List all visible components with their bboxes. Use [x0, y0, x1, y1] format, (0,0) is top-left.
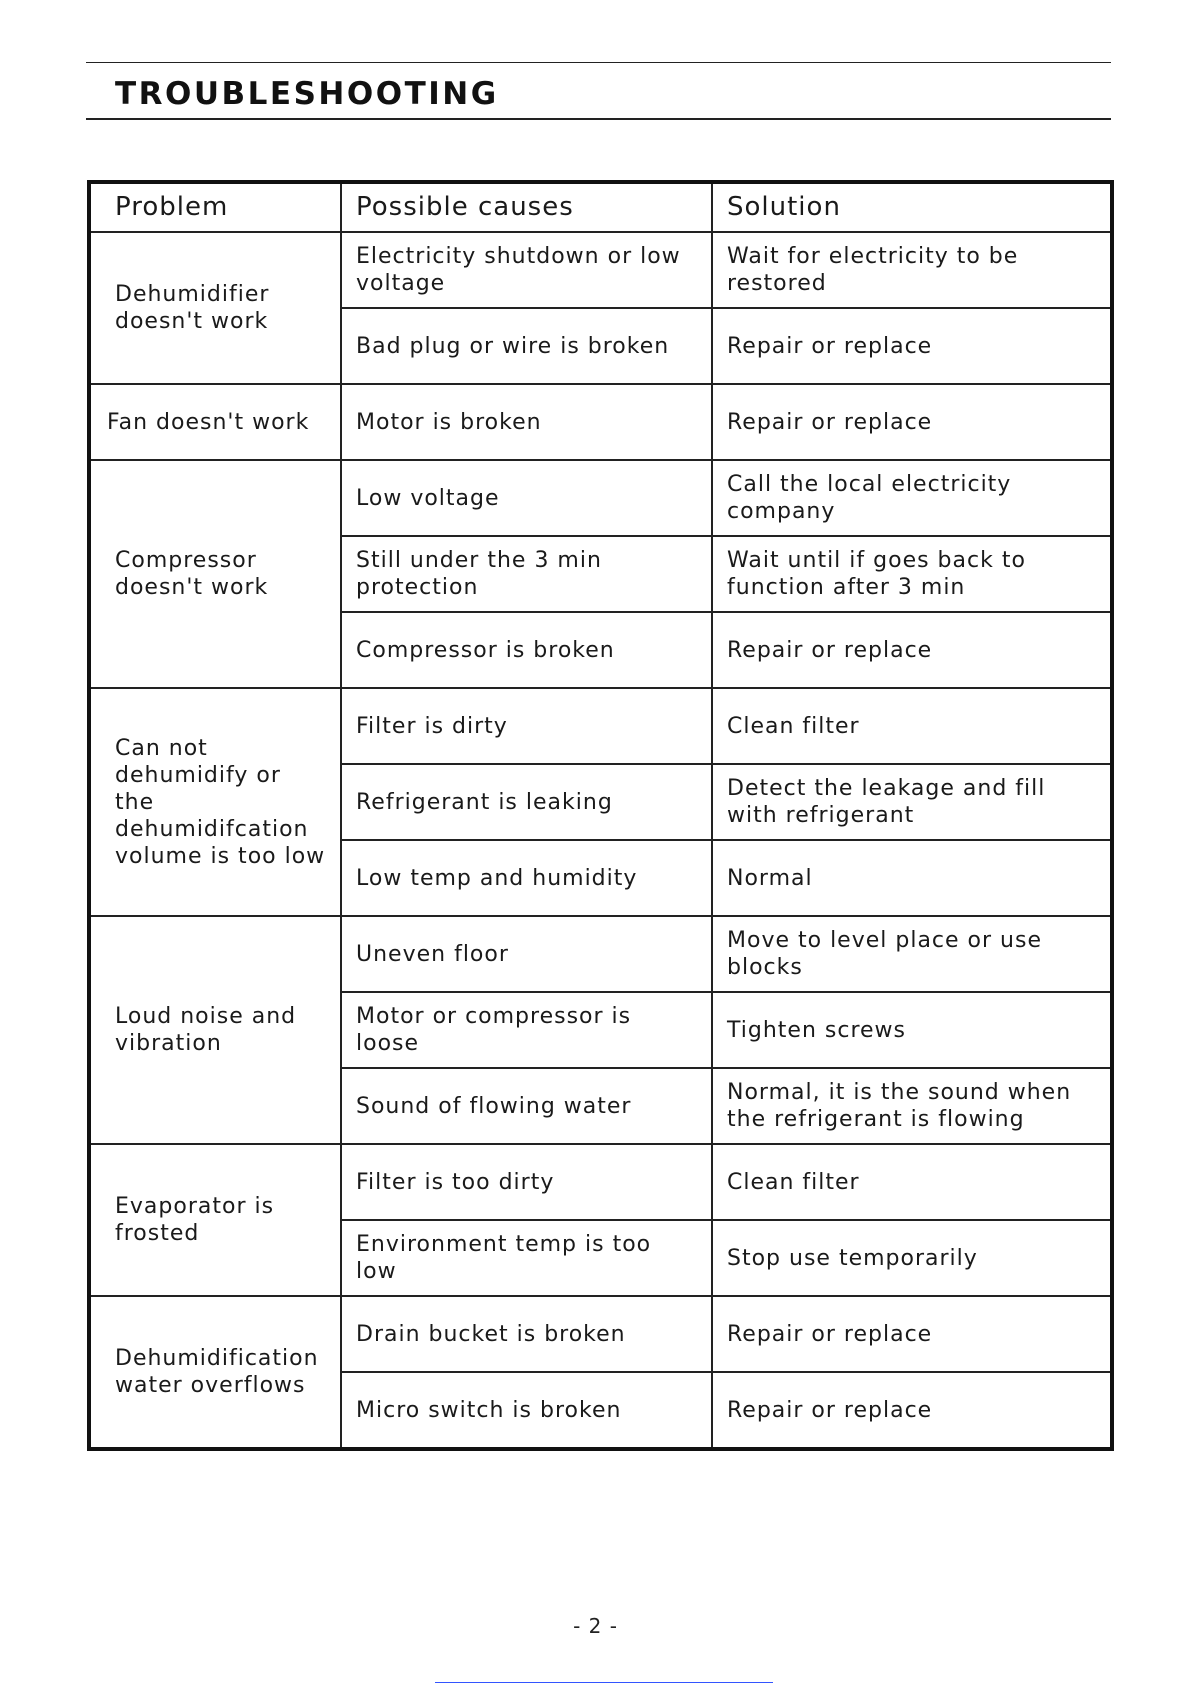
problem-cell: Compressor doesn't work: [89, 460, 341, 688]
cause-cell: Low voltage: [341, 460, 712, 536]
solution-cell: Normal: [712, 840, 1112, 916]
cause-cell: Low temp and humidity: [341, 840, 712, 916]
cause-cell: Compressor is broken: [341, 612, 712, 688]
header-solution: Solution: [712, 182, 1112, 232]
header-problem: Problem: [89, 182, 341, 232]
table-row: [89, 688, 1112, 764]
solution-cell: Repair or replace: [712, 384, 1112, 460]
cause-cell: Motor or compressor is loose: [341, 992, 712, 1068]
solution-cell: Call the local electricity company: [712, 460, 1112, 536]
header-causes: Possible causes: [341, 182, 712, 232]
solution-cell: Repair or replace: [712, 612, 1112, 688]
problem-cell: Can not dehumidify or the dehumidifcation volume is too low: [89, 688, 341, 916]
table-header-row: [89, 182, 1112, 232]
troubleshooting-table: [87, 180, 1114, 1451]
page-title: TROUBLESHOOTING: [115, 76, 499, 112]
table-row: [89, 384, 1112, 460]
problem-cell: Fan doesn't work: [89, 384, 341, 460]
cause-cell: Refrigerant is leaking: [341, 764, 712, 840]
cause-cell: Sound of flowing water: [341, 1068, 712, 1144]
cause-cell: Still under the 3 min protection: [341, 536, 712, 612]
cause-cell: Filter is dirty: [341, 688, 712, 764]
solution-cell: Repair or replace: [712, 1372, 1112, 1449]
solution-cell: Repair or replace: [712, 1296, 1112, 1372]
bottom-link-line: [435, 1682, 773, 1683]
solution-cell: Move to level place or use blocks: [712, 916, 1112, 992]
cause-cell: Motor is broken: [341, 384, 712, 460]
solution-cell: Normal, it is the sound when the refrigerant is flowing: [712, 1068, 1112, 1144]
cause-cell: Micro switch is broken: [341, 1372, 712, 1449]
solution-cell: Wait until if goes back to function after 3 min: [712, 536, 1112, 612]
solution-cell: Clean filter: [712, 1144, 1112, 1220]
table-row: [89, 232, 1112, 308]
solution-cell: Clean filter: [712, 688, 1112, 764]
solution-cell: Repair or replace: [712, 308, 1112, 384]
problem-cell: Evaporator is frosted: [89, 1144, 341, 1296]
header-rule-bottom: [86, 118, 1111, 120]
table-row: [89, 460, 1112, 536]
solution-cell: Detect the leakage and fill with refrigerant: [712, 764, 1112, 840]
cause-cell: Drain bucket is broken: [341, 1296, 712, 1372]
header-rule-top: [86, 62, 1111, 63]
cause-cell: Filter is too dirty: [341, 1144, 712, 1220]
table-row: [89, 916, 1112, 992]
page-number: - 2 -: [573, 1614, 618, 1638]
cause-cell: Environment temp is too low: [341, 1220, 712, 1296]
problem-cell: Loud noise and vibration: [89, 916, 341, 1144]
solution-cell: Stop use temporarily: [712, 1220, 1112, 1296]
solution-cell: Tighten screws: [712, 992, 1112, 1068]
table-row: [89, 1296, 1112, 1372]
solution-cell: Wait for electricity to be restored: [712, 232, 1112, 308]
cause-cell: Uneven floor: [341, 916, 712, 992]
problem-cell: Dehumidifier doesn't work: [89, 232, 341, 384]
cause-cell: Electricity shutdown or low voltage: [341, 232, 712, 308]
problem-cell: Dehumidification water overflows: [89, 1296, 341, 1449]
cause-cell: Bad plug or wire is broken: [341, 308, 712, 384]
table-row: [89, 1144, 1112, 1220]
